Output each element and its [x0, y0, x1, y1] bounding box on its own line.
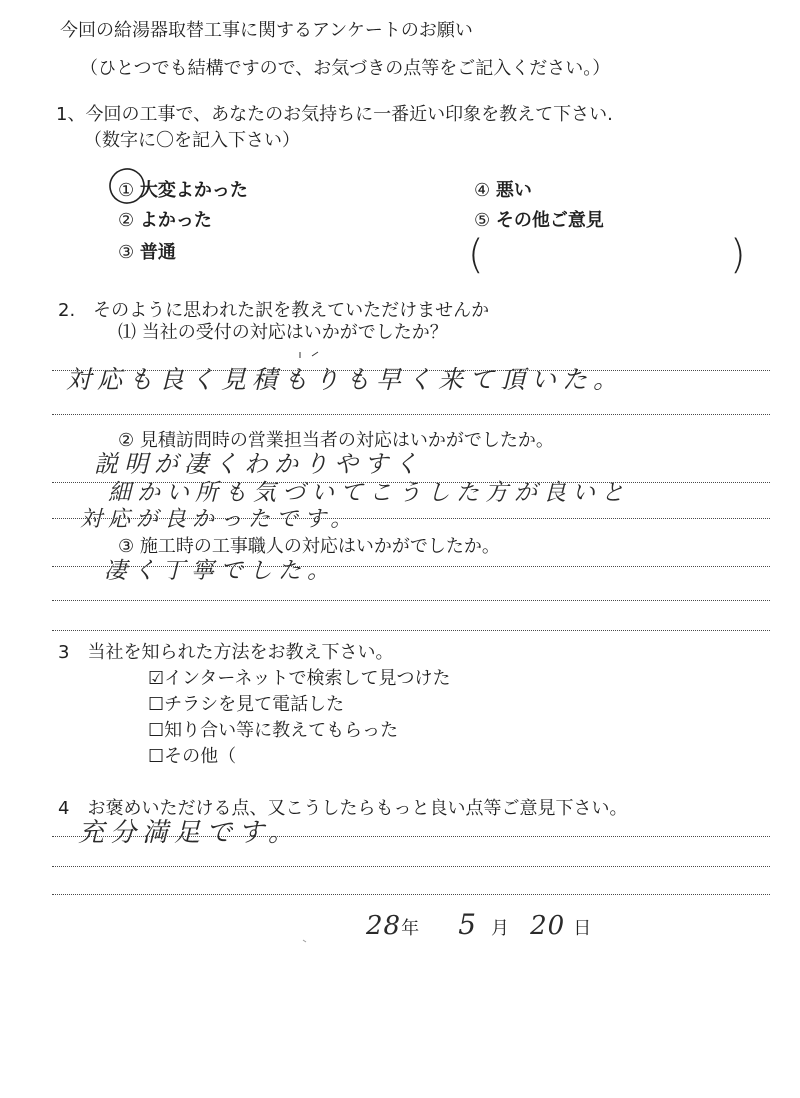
- stray-pen-mark: [303, 940, 306, 942]
- q1-other-paren-close: ): [730, 232, 746, 278]
- checked-box-icon: ☑: [148, 668, 165, 689]
- answer-2-2-handwriting-line-1: 説明が凄くわかりやすく: [94, 450, 424, 478]
- q3-option-flyer-label: チラシを見て電話した: [164, 694, 345, 715]
- question-2-sub-2: ② 見積訪問時の営業担当者の対応はいかがでしたか。: [118, 430, 554, 451]
- question-2-sub-1: ⑴ 当社の受付の対応はいかがでしたか？: [118, 322, 448, 343]
- question-1-instruction: （数字に〇を記入下さい）: [84, 130, 300, 151]
- answer-2-1-handwriting: 対応も良く見積もりも早く来て頂いた。: [66, 365, 625, 394]
- question-2-text: 2. そのように思われた訳を教えていただけませんか: [58, 300, 490, 321]
- q1-option-1-label: 大変よかった: [139, 180, 248, 201]
- page-title: 今回の給湯器取替工事に関するアンケートのお願い: [60, 20, 473, 41]
- q3-option-referral-label: 知り合い等に教えてもらった: [164, 720, 399, 741]
- question-4-text: 4 お褒めいただける点、又こうしたらもっと良い点等ご意見下さい。: [58, 798, 628, 819]
- date-month-label: 月: [491, 918, 510, 939]
- selection-circle-mark: [107, 166, 147, 206]
- q3-option-other-label: その他（: [164, 746, 237, 767]
- answer-2-2-handwriting-line-3: 対応が良かったです。: [80, 507, 359, 532]
- q1-option-3-label: 普通: [139, 242, 176, 263]
- checkbox-icon: ☐: [148, 694, 165, 715]
- q1-option-4-number: ④: [474, 180, 491, 201]
- q3-option-internet-label: インターネットで検索して見つけた: [164, 668, 451, 689]
- date-day-label: 日: [573, 918, 592, 939]
- question-3-text: 3 当社を知られた方法をお教え下さい。: [58, 642, 394, 663]
- q1-option-2-number: ②: [118, 210, 135, 231]
- answer-2-3-handwriting: 凄く丁寧でした。: [104, 558, 336, 584]
- date-month-value: 5: [458, 908, 478, 941]
- date-year-value: 28: [366, 911, 402, 941]
- date-day-value: 20: [530, 911, 566, 941]
- question-2-sub-3: ③ 施工時の工事職人の対応はいかがでしたか。: [118, 536, 500, 557]
- date-year-label: 年: [401, 918, 420, 939]
- answer-4-handwriting: 充分満足です。: [78, 818, 300, 848]
- answer-2-2-handwriting-line-2: 細かい所も気づいてこうした方が良いと: [108, 480, 630, 506]
- stray-pen-mark: [300, 352, 318, 358]
- q1-option-4-label: 悪い: [495, 180, 532, 201]
- q1-option-3-number: ③: [118, 242, 135, 263]
- q1-option-2-label: よかった: [139, 210, 212, 231]
- q1-option-5-number: ⑤: [474, 210, 491, 231]
- checkbox-icon: ☐: [148, 720, 165, 741]
- q1-other-paren-open: (: [468, 232, 484, 278]
- question-1-text: 1、今回の工事で、あなたのお気持ちに一番近い印象を教えて下さい.: [56, 104, 613, 125]
- q1-option-1-number: ①: [118, 180, 135, 201]
- checkbox-icon: ☐: [148, 746, 165, 767]
- q1-option-5-label: その他ご意見: [495, 210, 604, 231]
- page-subtitle: （ひとつでも結構ですので、お気づきの点等をご記入ください。）: [80, 58, 611, 79]
